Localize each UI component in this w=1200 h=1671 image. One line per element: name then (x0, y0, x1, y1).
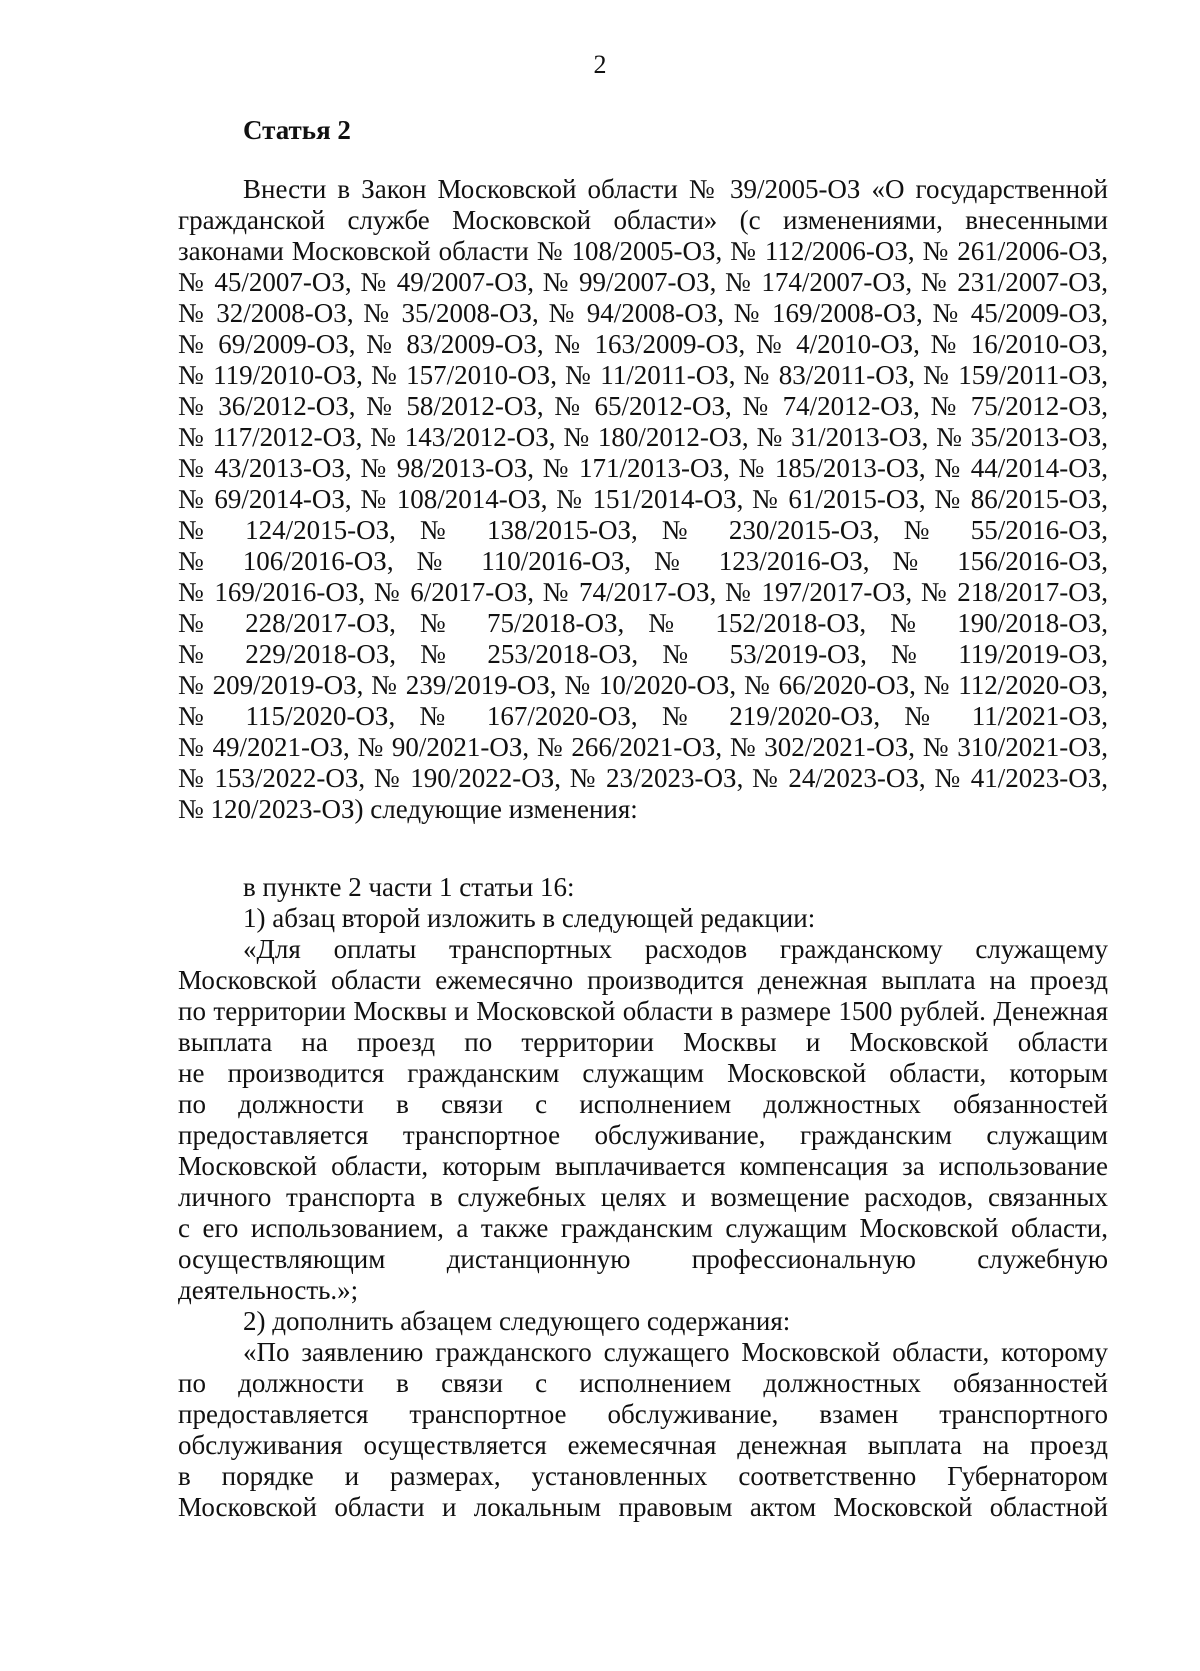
text-line: № 120/2023-ОЗ) следующие изменения: (178, 794, 638, 824)
text-line: № 32/2008-ОЗ, № 35/2008-ОЗ, № 94/2008-ОЗ, № 169/2008-ОЗ, № 45/2009-ОЗ, (178, 298, 1108, 328)
text-line: по должности в связи с исполнением должностных обязанностей (178, 1089, 1108, 1119)
text-line: «Для оплаты транспортных расходов гражданскому служащему (243, 934, 1108, 964)
text-line: № 209/2019-ОЗ, № 239/2019-ОЗ, № 10/2020-ОЗ, № 66/2020-ОЗ, № 112/2020-ОЗ, (178, 670, 1108, 700)
page-number: 2 (593, 50, 607, 79)
text-line: 2) дополнить абзацем следующего содержания: (243, 1306, 791, 1336)
text-line: № 169/2016-ОЗ, № 6/2017-ОЗ, № 74/2017-ОЗ, № 197/2017-ОЗ, № 218/2017-ОЗ, (178, 577, 1108, 607)
text-line: в порядке и размерах, установленных соответственно Губернатором (178, 1461, 1108, 1491)
text-line: законами Московской области № 108/2005-ОЗ, № 112/2006-ОЗ, № 261/2006-ОЗ, (178, 236, 1108, 266)
text-line: № 69/2009-ОЗ, № 83/2009-ОЗ, № 163/2009-ОЗ, № 4/2010-ОЗ, № 16/2010-ОЗ, (178, 329, 1108, 359)
text-line: гражданской службе Московской области» (с изменениями, внесенными (178, 205, 1108, 235)
text-line: предоставляется транспортное обслуживание, гражданским служащим (178, 1120, 1108, 1150)
text-line: Московской области, которым выплачивается компенсация за использование (178, 1151, 1108, 1181)
text-line: № 106/2016-ОЗ, № 110/2016-ОЗ, № 123/2016-ОЗ, № 156/2016-ОЗ, (178, 546, 1108, 576)
text-line: № 69/2014-ОЗ, № 108/2014-ОЗ, № 151/2014-ОЗ, № 61/2015-ОЗ, № 86/2015-ОЗ, (178, 484, 1108, 514)
text-line: «По заявлению гражданского служащего Московской области, которому (243, 1337, 1108, 1367)
text-line: № 119/2010-ОЗ, № 157/2010-ОЗ, № 11/2011-ОЗ, № 83/2011-ОЗ, № 159/2011-ОЗ, (178, 360, 1108, 390)
text-line: № 228/2017-ОЗ, № 75/2018-ОЗ, № 152/2018-ОЗ, № 190/2018-ОЗ, (178, 608, 1108, 638)
text-line: обслуживания осуществляется ежемесячная денежная выплата на проезд (178, 1430, 1108, 1460)
text-line: не производится гражданским служащим Московской области, которым (178, 1058, 1108, 1088)
text-line: № 117/2012-ОЗ, № 143/2012-ОЗ, № 180/2012-ОЗ, № 31/2013-ОЗ, № 35/2013-ОЗ, (178, 422, 1108, 452)
text-line: 1) абзац второй изложить в следующей редакции: (243, 903, 816, 933)
text-line: деятельность.»; (178, 1275, 359, 1305)
text-line: № 36/2012-ОЗ, № 58/2012-ОЗ, № 65/2012-ОЗ, № 74/2012-ОЗ, № 75/2012-ОЗ, (178, 391, 1108, 421)
text-line: выплата на проезд по территории Москвы и Московской области (178, 1027, 1108, 1057)
text-line: Московской области ежемесячно производится денежная выплата на проезд (178, 965, 1108, 995)
text-line: по должности в связи с исполнением должностных обязанностей (178, 1368, 1108, 1398)
text-line: предоставляется транспортное обслуживание, взамен транспортного (178, 1399, 1108, 1429)
text-line: № 153/2022-ОЗ, № 190/2022-ОЗ, № 23/2023-ОЗ, № 24/2023-ОЗ, № 41/2023-ОЗ, (178, 763, 1108, 793)
text-line: осуществляющим дистанционную профессиональную служебную (178, 1244, 1108, 1274)
text-line: № 229/2018-ОЗ, № 253/2018-ОЗ, № 53/2019-ОЗ, № 119/2019-ОЗ, (178, 639, 1108, 669)
text-line: № 115/2020-ОЗ, № 167/2020-ОЗ, № 219/2020-ОЗ, № 11/2021-ОЗ, (178, 701, 1108, 731)
text-line: в пункте 2 части 1 статьи 16: (243, 872, 575, 902)
text-line: Московской области и локальным правовым актом Московской областной (178, 1492, 1108, 1522)
text-line: № 124/2015-ОЗ, № 138/2015-ОЗ, № 230/2015-ОЗ, № 55/2016-ОЗ, (178, 515, 1108, 545)
text-line: с его использованием, а также гражданским служащим Московской области, (178, 1213, 1108, 1243)
text-line: № 43/2013-ОЗ, № 98/2013-ОЗ, № 171/2013-ОЗ, № 185/2013-ОЗ, № 44/2014-ОЗ, (178, 453, 1108, 483)
text-line: по территории Москвы и Московской области в размере 1500 рублей. Денежная (178, 996, 1108, 1026)
amendments-section (178, 872, 1108, 1523)
text-line: № 49/2021-ОЗ, № 90/2021-ОЗ, № 266/2021-ОЗ, № 302/2021-ОЗ, № 310/2021-ОЗ, (178, 732, 1108, 762)
text-line: Внести в Закон Московской области № 39/2005-ОЗ «О государственной (243, 174, 1108, 204)
article-intro-paragraph (178, 174, 1108, 825)
text-line: личного транспорта в служебных целях и возмещение расходов, связанных (178, 1182, 1108, 1212)
text-line: № 45/2007-ОЗ, № 49/2007-ОЗ, № 99/2007-ОЗ, № 174/2007-ОЗ, № 231/2007-ОЗ, (178, 267, 1108, 297)
article-heading: Статья 2 (243, 115, 351, 145)
